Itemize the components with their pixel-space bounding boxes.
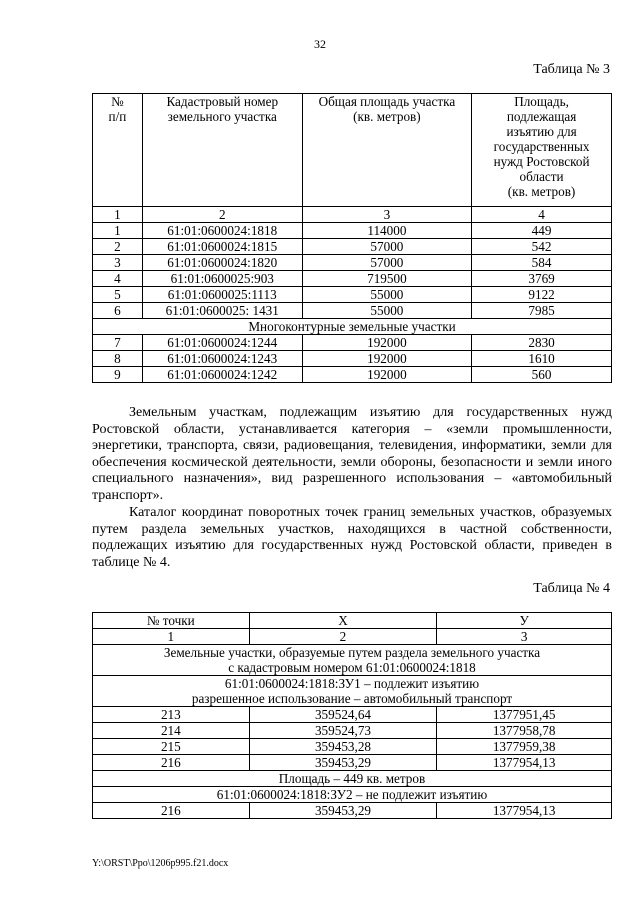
index-cell: 4: [472, 207, 612, 223]
cell: 55000: [302, 303, 471, 319]
file-path-footer: Y:\ORST\Ppo\1206p995.f21.docx: [92, 858, 229, 869]
cell: 1610: [472, 351, 612, 367]
table-row: [93, 223, 612, 239]
index-cell: 1: [93, 629, 250, 645]
cell: 2830: [472, 335, 612, 351]
column-header: Площадь, подлежащая изъятию для государственных нужд Ростовской области (кв. метров): [472, 94, 612, 207]
cell: 213: [93, 707, 250, 723]
cell: 114000: [302, 223, 471, 239]
cell: 1377959,38: [437, 739, 612, 755]
cell: 7: [93, 335, 143, 351]
cell: 1377954,13: [437, 755, 612, 771]
cell: 542: [472, 239, 612, 255]
cell: 560: [472, 367, 612, 383]
table-row: [93, 255, 612, 271]
index-cell: 1: [93, 207, 143, 223]
cell: 61:01:0600024:1818: [142, 223, 302, 239]
cell: 5: [93, 287, 143, 303]
index-cell: 3: [437, 629, 612, 645]
cell: 1377958,78: [437, 723, 612, 739]
table-3-caption: Таблица № 3: [533, 62, 610, 77]
cell: 61:01:0600024:1242: [142, 367, 302, 383]
column-header: X: [249, 613, 437, 629]
table-row: [93, 287, 612, 303]
cell: 61:01:0600025:903: [142, 271, 302, 287]
column-header: № п/п: [93, 94, 143, 207]
cell: 215: [93, 739, 250, 755]
cell: 57000: [302, 239, 471, 255]
index-cell: 2: [142, 207, 302, 223]
table-row: [93, 723, 612, 739]
cell: 9122: [472, 287, 612, 303]
cell: 449: [472, 223, 612, 239]
section-row: Многоконтурные земельные участки: [93, 319, 612, 335]
cell: 359453,29: [249, 755, 437, 771]
column-header: Кадастровый номер земельного участка: [142, 94, 302, 207]
cell: 61:01:0600024:1243: [142, 351, 302, 367]
table-row: [93, 803, 612, 819]
cell: 192000: [302, 351, 471, 367]
table-row: [93, 239, 612, 255]
cell: 584: [472, 255, 612, 271]
section-row: Земельные участки, образуемые путем раздела земельного участка с кадастровым номером 61:01:0600024:1818: [93, 645, 612, 676]
page-number: 32: [314, 37, 326, 51]
cell: 57000: [302, 255, 471, 271]
cell: 192000: [302, 367, 471, 383]
cell: 2: [93, 239, 143, 255]
cell: 61:01:0600024:1244: [142, 335, 302, 351]
table-row: [93, 707, 612, 723]
table-row: [93, 351, 612, 367]
table-4-caption: Таблица № 4: [533, 581, 610, 596]
cell: 1377951,45: [437, 707, 612, 723]
table-row: [93, 335, 612, 351]
cell: 214: [93, 723, 250, 739]
table-row: [93, 755, 612, 771]
cell: 7985: [472, 303, 612, 319]
table-row: [93, 271, 612, 287]
table-row: [93, 739, 612, 755]
cell: 1: [93, 223, 143, 239]
index-cell: 3: [302, 207, 471, 223]
cell: 216: [93, 803, 250, 819]
cell: 719500: [302, 271, 471, 287]
cell: 1377954,13: [437, 803, 612, 819]
table-row: [93, 303, 612, 319]
cell: 359524,73: [249, 723, 437, 739]
section-row: 61:01:0600024:1818:ЗУ1 – подлежит изъятию разрешенное использование – автомобильный транспорт: [93, 676, 612, 707]
cell: 55000: [302, 287, 471, 303]
table-row: [93, 367, 612, 383]
cell: 8: [93, 351, 143, 367]
paragraph-land-category: Земельным участкам, подлежащим изъятию для государственных нужд Ростовской области, устанавливается категория – «земли промышленности, энергетики, транспорта, связи, радиовещания, телевидения, информатики, земли для обеспечения космической деятельности, земли обороны, безопасности и земли иного специального назначения», вид разрешенного использования – «автомобильный транспорт».: [92, 405, 612, 503]
cell: 61:01:0600024:1820: [142, 255, 302, 271]
cell: 192000: [302, 335, 471, 351]
section-row: 61:01:0600024:1818:ЗУ2 – не подлежит изъятию: [93, 787, 612, 803]
cell: 6: [93, 303, 143, 319]
cell: 61:01:0600025:1113: [142, 287, 302, 303]
column-header: У: [437, 613, 612, 629]
cell: 61:01:0600024:1815: [142, 239, 302, 255]
table-3: [92, 93, 612, 383]
cell: 3769: [472, 271, 612, 287]
index-cell: 2: [249, 629, 437, 645]
cell: 9: [93, 367, 143, 383]
cell: 4: [93, 271, 143, 287]
table-4: [92, 612, 612, 819]
column-header: Общая площадь участка (кв. метров): [302, 94, 471, 207]
area-row: Площадь – 449 кв. метров: [93, 771, 612, 787]
column-header: № точки: [93, 613, 250, 629]
cell: 216: [93, 755, 250, 771]
cell: 359453,29: [249, 803, 437, 819]
paragraph-catalog: Каталог координат поворотных точек границ земельных участков, образуемых путем раздела земельных участков, находящихся в частной собственности, подлежащих изъятию для государственных нужд Ростовской области, приведен в таблице № 4.: [92, 505, 612, 570]
cell: 61:01:0600025: 1431: [142, 303, 302, 319]
cell: 359524,64: [249, 707, 437, 723]
cell: 359453,28: [249, 739, 437, 755]
cell: 3: [93, 255, 143, 271]
